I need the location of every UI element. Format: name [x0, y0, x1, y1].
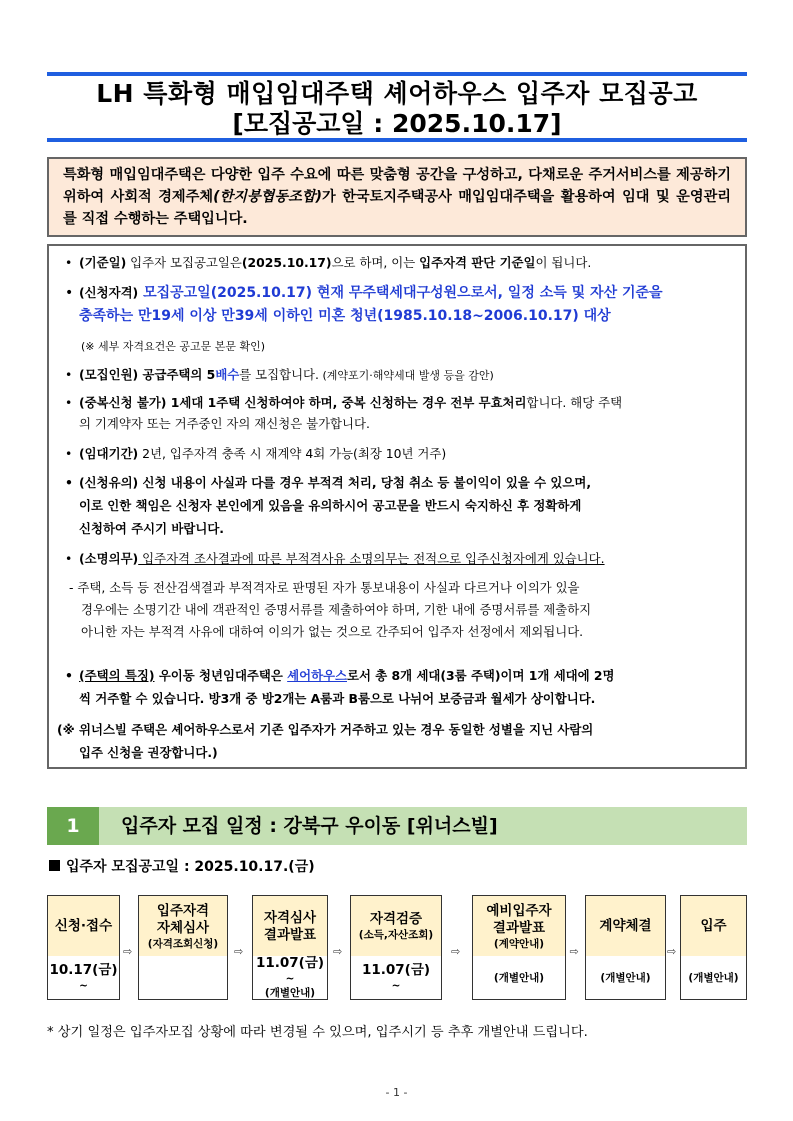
- schedule-step-label: 입주: [700, 918, 727, 934]
- schedule-step-title: [48, 896, 119, 958]
- schedule-footnote: * 상기 일정은 입주자모집 상황에 따라 변경될 수 있으며, 입주시기 등 추후 개별안내 드립니다.: [47, 1025, 588, 1040]
- flow-arrow-icon: ⇨: [333, 945, 343, 958]
- schedule-step-label: 자격검증: [369, 911, 423, 927]
- eligibility-item: • (신청자격) 모집공고일(2025.10.17) 현재 무주택세대구성원으로서, 일정 소득 및 자산 기준을 충족하는 만19세 이상 만39세 이하인 미혼 청년(1985.10.18~2006.10.17) 대상: [65, 285, 663, 324]
- schedule-range-tilde: ~: [391, 980, 401, 992]
- schedule-step-sublabel: (소득,자산조회): [358, 929, 434, 941]
- schedule-step: [680, 895, 747, 1000]
- page-number: - 1 -: [385, 1086, 408, 1099]
- schedule-individual-notice: (개별안내): [493, 971, 545, 984]
- intro-org: (한지붕협동조합): [213, 189, 322, 205]
- notice-title: LH 특화형 매입임대주택 셰어하우스 입주자 모집공고: [96, 79, 698, 108]
- flow-arrow-icon: ⇨: [667, 945, 677, 958]
- notice-title-block: [47, 72, 747, 142]
- square-bullet-icon: [49, 860, 60, 871]
- schedule-step-date: [351, 956, 441, 999]
- base-date-item: • (기준일) 입주자 모집공고일은(2025.10.17)으로 하며, 이는 입주자격 판단 기준일이 됩니다.: [65, 255, 592, 270]
- notice-date-title: [모집공고일 : 2025.10.17]: [232, 109, 562, 138]
- intro-text: 특화형 매입임대주택은 다양한 입주 수요에 따른 맞춤형 공간을 구성하고, 다채로운 주거서비스를 제공하기 위하여 사회적 경제주체: [63, 167, 731, 205]
- recruit-item: • (모집인원) 공급주택의 5배수를 모집합니다. (계약포기·해약세대 발생 등을 감안): [65, 367, 494, 382]
- duplicate-item: • (중복신청 불가) 1세대 1주택 신청하여야 하며, 중복 신청하는 경우 전부 무효처리합니다. 해당 주택 의 기계약자 또는 거주중인 자의 재신청은 불가합니다.: [65, 395, 623, 431]
- intro-text-rest: 가 한국토지주택공사 매입임대주택을 활용하여 임대 및 운영관리를 직접 수행하는 주택입니다.: [63, 189, 731, 227]
- schedule-step-label: 입주자격: [156, 902, 210, 919]
- flow-arrow-icon: ⇨: [451, 945, 461, 958]
- schedule-date: 11.07(금): [255, 955, 325, 971]
- schedule-step: [472, 895, 566, 1000]
- schedule-step-title: [681, 896, 746, 958]
- schedule-range-tilde: ~: [79, 980, 88, 992]
- flow-arrow-icon: ⇨: [234, 945, 244, 958]
- schedule-step: [47, 895, 120, 1000]
- schedule-step-label: 신청·접수: [54, 918, 113, 934]
- schedule-step-sublabel: (자격조회신청): [147, 937, 219, 950]
- winners-note: (※ 위너스빌 주택은 셰어하우스로서 기존 입주자가 거주하고 있는 경우 동일한 성별을 지닌 사람의 입주 신청을 권장합니다.): [57, 722, 594, 760]
- schedule-step-date: [681, 956, 746, 999]
- schedule-step-date: [586, 956, 665, 999]
- schedule-step-title: [139, 896, 227, 958]
- schedule-date: 11.07(금): [361, 962, 431, 978]
- intro-box: [47, 157, 747, 237]
- schedule-step-date: [253, 956, 327, 999]
- flow-arrow-icon: ⇨: [123, 945, 133, 958]
- schedule-individual-notice: (개별안내): [600, 971, 651, 984]
- schedule-step-label: 자격심사: [263, 909, 317, 926]
- schedule-date: 10.17(금): [49, 962, 118, 978]
- schedule-step-title: [253, 896, 327, 958]
- schedule-step-label: 결과발표: [492, 919, 546, 936]
- schedule-step-label: 자체심사: [156, 919, 210, 936]
- schedule-range-tilde: ~: [285, 973, 295, 985]
- schedule-step: [138, 895, 228, 1000]
- schedule-step-title: [473, 896, 565, 958]
- feature-item: • (주택의 특징) 우이동 청년임대주택은 셰어하우스로서 총 8개 세대(3룸 주택)이며 1개 세대에 2명 씩 거주할 수 있습니다. 방3개 중 방2개는 A룸과 B룸으로 나뉘어 보증금과 월세가 상이합니다.: [65, 668, 615, 706]
- schedule-individual-notice: (개별안내): [688, 971, 739, 984]
- lease-item: • (임대기간) 2년, 입주자격 충족 시 재계약 4회 가능(최장 10년 거주): [65, 446, 447, 461]
- section-number: 1: [47, 807, 99, 845]
- schedule-step-date: [48, 956, 119, 999]
- section-title: 입주자 모집 일정 : 강북구 우이동 [위너스빌]: [121, 815, 498, 837]
- schedule-individual-notice: (개별안내): [264, 987, 316, 999]
- schedule-step: [350, 895, 442, 1000]
- schedule-step-label: 예비입주자: [486, 902, 552, 919]
- schedule-step: [585, 895, 666, 1000]
- schedule-step-date: [473, 956, 565, 999]
- section-header: [47, 807, 747, 845]
- caution-item: • (신청유의) 신청 내용이 사실과 다를 경우 부적격 처리, 당첨 취소 등 불이익이 있을 수 있으며, 이로 인한 책임은 신청자 본인에게 있음을 유의하시어 공고문을 반드시 숙지하신 후 정확하게 신청하여 주시기 바랍니다.: [65, 475, 592, 536]
- schedule-step-label: 계약체결: [599, 918, 652, 934]
- flow-arrow-icon: ⇨: [569, 945, 579, 958]
- explain-detail: - 주택, 소득 등 전산검색결과 부적격자로 판명된 자가 통보내용이 사실과 다르거나 이의가 있을 경우에는 소명기간 내에 객관적인 증명서류를 제출하여야 하며, 기한 내에 증명서류를 제출하지 아니한 자는 부적격 사유에 대하여 이의가 없는 것으로 간주되어 입주자 선정에서 제외됩니다.: [69, 580, 592, 639]
- schedule-step-label: 결과발표: [263, 926, 317, 943]
- schedule-step-title: [586, 896, 665, 958]
- explain-item: • (소명의무) 입주자격 조사결과에 따른 부적격사유 소명의무는 전적으로 입주신청자에게 있습니다.: [65, 551, 605, 566]
- schedule-step-title: [351, 896, 441, 958]
- announce-date: 입주자 모집공고일 : 2025.10.17.(금): [49, 856, 315, 876]
- notice-box: [47, 244, 747, 769]
- schedule-step: [252, 895, 328, 1000]
- schedule-step-date: [139, 956, 227, 999]
- eligibility-note: (※ 세부 자격요건은 공고문 본문 확인): [81, 340, 266, 353]
- schedule-step-sublabel: (계약안내): [493, 937, 545, 950]
